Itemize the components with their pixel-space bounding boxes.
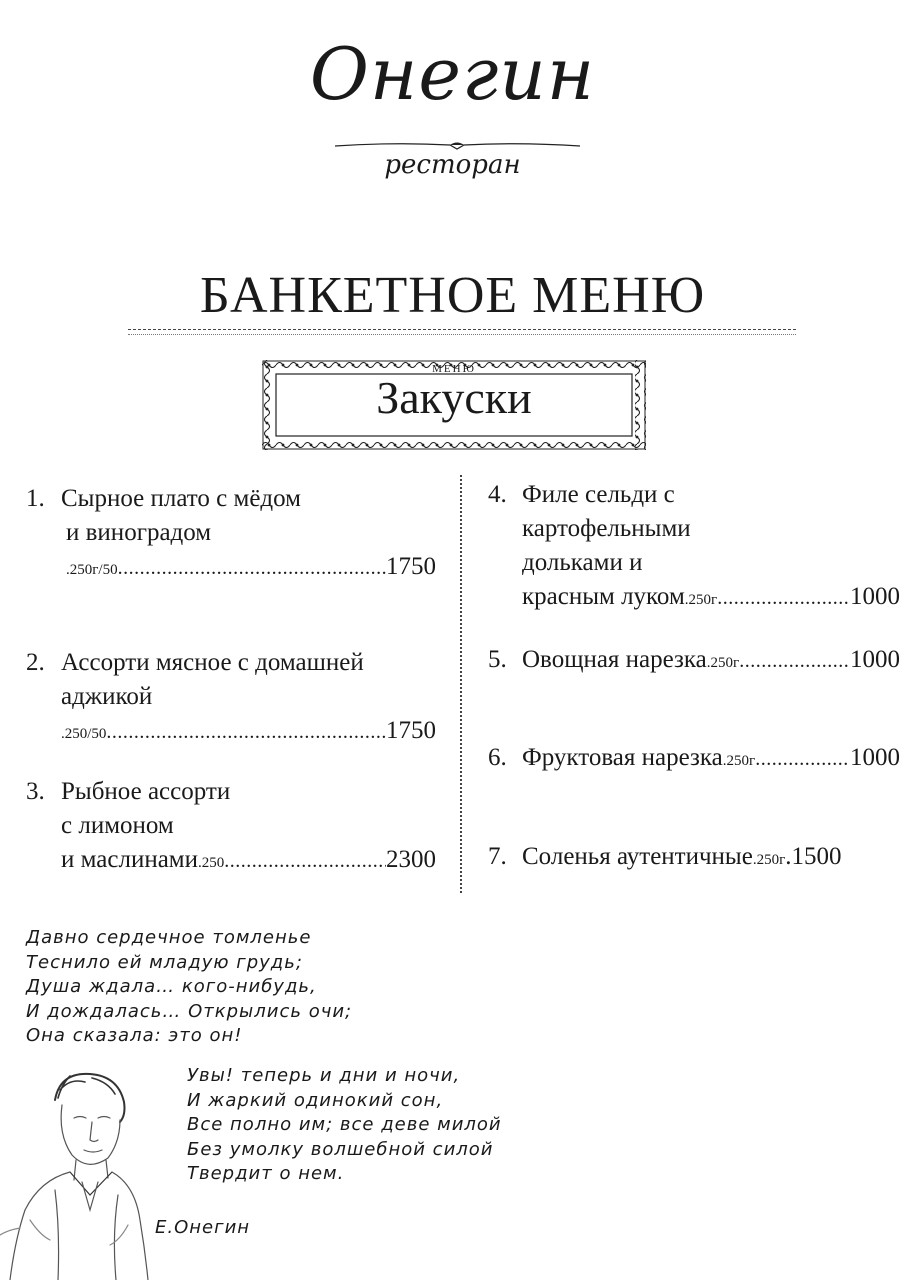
poem-line: Без умолку волшебной силой (187, 1138, 494, 1160)
column-divider (460, 475, 462, 893)
item-name-line: Овощная нарезка (522, 646, 707, 673)
item-price: 1000 (850, 646, 900, 673)
item-price: 2300 (386, 846, 436, 873)
item-name-line: Филе сельди с (522, 481, 675, 508)
poem-line: Теснило ей младую грудь; (26, 951, 303, 973)
item-number: 5. (488, 646, 507, 673)
item-number: 7. (488, 843, 507, 870)
item-number: 6. (488, 744, 507, 771)
menu-item-1 (26, 482, 436, 587)
menu-item-3 (26, 775, 436, 880)
item-name-line: красным луком (522, 583, 685, 610)
poem-line: Душа ждала… кого-нибудь, (26, 976, 317, 997)
menu-item-2 (26, 646, 436, 751)
item-number: 4. (488, 481, 507, 508)
poem-signature: Е.Онегин (155, 1217, 251, 1238)
poem-line: Все полно им; все деве милой (187, 1114, 502, 1135)
item-name-line: с лимоном (61, 812, 174, 839)
onegin-portrait-illustration (0, 1060, 150, 1280)
item-number: 3. (26, 778, 45, 805)
dot-leader (118, 551, 386, 585)
page-title: БАНКЕТНОЕ МЕНЮ (199, 267, 706, 324)
poem-line: И дождалась… Открылись очи; (26, 1000, 353, 1022)
item-name-line: Рыбное ассорти (61, 778, 231, 805)
item-number: 2. (26, 649, 45, 676)
item-price: 1750 (386, 717, 436, 744)
restaurant-logo-name: Онегин (309, 32, 596, 116)
item-name-line: и виноградом (66, 519, 212, 546)
item-name-line: Ассорти мясное с домашней (61, 649, 364, 676)
menu-item-4 (488, 478, 900, 617)
section-title: Закуски (376, 372, 532, 423)
section-small-label: МЕНЮ (432, 363, 476, 375)
item-name-line: картофельными (522, 515, 691, 542)
dot-leader (717, 581, 850, 615)
item-price: 1750 (386, 553, 436, 580)
menu-item-6 (488, 741, 900, 778)
item-name-line: аджикой (61, 683, 153, 710)
poem-stanza-2 (187, 1064, 502, 1187)
poem-line: Давно сердечное томленье (26, 927, 312, 948)
dot-leader (739, 644, 850, 678)
item-price: 1000 (850, 583, 900, 610)
item-weight: .250г (752, 852, 786, 868)
menu-item-7 (488, 840, 900, 877)
menu-item-5 (488, 643, 900, 680)
item-weight: .250г/50 (66, 562, 118, 578)
item-number: 1. (26, 485, 45, 512)
dot-leader (224, 844, 386, 878)
item-weight: .250г (684, 592, 718, 608)
item-weight: .250 (198, 855, 225, 871)
dot-leader (106, 715, 386, 749)
item-weight: .250г (722, 753, 756, 769)
poem-stanza-1 (26, 926, 352, 1049)
item-price: .1500 (785, 843, 842, 870)
item-weight: .250г (706, 655, 740, 671)
item-price: 1000 (850, 744, 900, 771)
restaurant-logo-subtitle: ресторан (384, 150, 521, 180)
item-name-line: дольками и (522, 549, 643, 576)
item-name-line: Соленья аутентичные (522, 843, 753, 870)
item-name-line: и маслинами (61, 846, 198, 873)
dot-leader (755, 742, 850, 776)
title-divider (128, 329, 796, 335)
poem-line: Она сказала: это он! (26, 1025, 243, 1046)
item-name-line: Фруктовая нарезка (522, 744, 723, 771)
poem-line: И жаркий одинокий сон, (187, 1089, 444, 1111)
poem-line: Твердит о нем. (187, 1163, 345, 1184)
item-weight: .250/50 (61, 726, 107, 742)
item-name-line: Сырное плато с мёдом (61, 485, 301, 512)
poem-line: Увы! теперь и дни и ночи, (187, 1065, 461, 1086)
